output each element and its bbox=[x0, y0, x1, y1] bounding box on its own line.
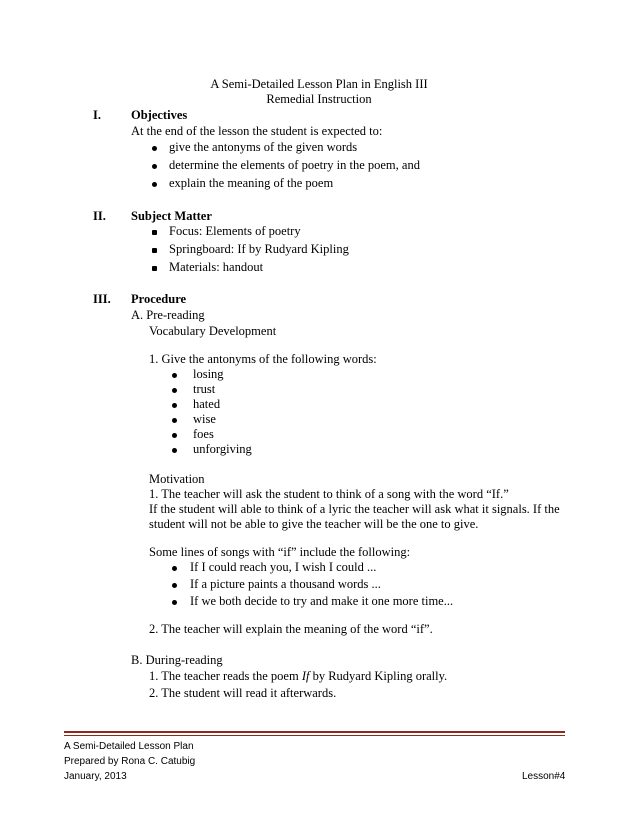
bullet-icon bbox=[172, 433, 177, 438]
bullet-icon bbox=[152, 230, 157, 235]
bullet-icon bbox=[172, 448, 177, 453]
bullet-icon bbox=[152, 248, 157, 253]
motivation-label: Motivation bbox=[149, 472, 205, 486]
bullet-icon bbox=[172, 373, 177, 378]
bullet-icon bbox=[152, 146, 157, 151]
during-reading-step-1 bbox=[149, 669, 447, 684]
bullet-icon bbox=[172, 583, 177, 588]
antonym-instruction: 1. Give the antonyms of the following words: bbox=[149, 352, 377, 366]
footer-title: A Semi-Detailed Lesson Plan bbox=[64, 741, 194, 752]
subject-matter-item: Focus: Elements of poetry bbox=[169, 224, 301, 238]
songs-intro: Some lines of songs with “if” include the following: bbox=[149, 545, 411, 559]
objective-item: determine the elements of poetry in the poem, and bbox=[169, 158, 420, 172]
motivation-text: If the student will able to think of a lyric the teacher will ask what it signals. If the bbox=[149, 502, 560, 516]
during-reading-step-2: 2. The student will read it afterwards. bbox=[149, 686, 337, 700]
vocabulary-word: unforgiving bbox=[193, 442, 252, 456]
explanation-step-2: 2. The teacher will explain the meaning of the word “if”. bbox=[149, 622, 433, 636]
vocabulary-word: foes bbox=[193, 427, 214, 441]
vocabulary-word: wise bbox=[193, 412, 216, 426]
song-line: If a picture paints a thousand words ... bbox=[190, 577, 381, 591]
motivation-text: student will not be able to give the teacher will be the one to give. bbox=[149, 517, 479, 531]
footer-author: Prepared by Rona C. Catubig bbox=[64, 756, 196, 767]
bullet-icon bbox=[152, 266, 157, 271]
objective-item: explain the meaning of the poem bbox=[169, 176, 334, 190]
bullet-icon bbox=[172, 403, 177, 408]
section-3-heading: Procedure bbox=[131, 292, 187, 306]
section-1-numeral: I. bbox=[93, 108, 101, 122]
poem-title: If bbox=[301, 669, 310, 683]
step-text: by Rudyard Kipling orally. bbox=[309, 669, 448, 683]
section-2-numeral: II. bbox=[93, 209, 106, 223]
footer-rule bbox=[64, 731, 565, 733]
document-title: A Semi-Detailed Lesson Plan in English III bbox=[210, 77, 428, 91]
bullet-icon bbox=[172, 600, 177, 605]
vocabulary-word: losing bbox=[193, 367, 224, 381]
subject-matter-item: Springboard: If by Rudyard Kipling bbox=[169, 242, 349, 256]
song-line: If we both decide to try and make it one more time... bbox=[190, 594, 454, 608]
bullet-icon bbox=[152, 164, 157, 169]
step-text: 1. The teacher reads the poem bbox=[149, 669, 302, 683]
motivation-step-1: 1. The teacher will ask the student to think of a song with the word “If.” bbox=[149, 487, 509, 501]
footer-date: January, 2013 bbox=[64, 771, 127, 782]
document-subtitle: Remedial Instruction bbox=[266, 92, 372, 106]
bullet-icon bbox=[172, 566, 177, 571]
objective-item: give the antonyms of the given words bbox=[169, 140, 358, 154]
vocabulary-word: hated bbox=[193, 397, 221, 411]
footer-rule bbox=[64, 735, 565, 736]
song-line: If I could reach you, I wish I could ... bbox=[190, 560, 377, 574]
pre-reading-label: A. Pre-reading bbox=[131, 308, 205, 322]
section-2-heading: Subject Matter bbox=[131, 209, 212, 223]
subject-matter-item: Materials: handout bbox=[169, 260, 264, 274]
section-3-numeral: III. bbox=[93, 292, 111, 306]
footer-lesson-number: Lesson#4 bbox=[522, 771, 566, 782]
bullet-icon bbox=[172, 418, 177, 423]
vocabulary-word: trust bbox=[193, 382, 216, 396]
vocabulary-development-label: Vocabulary Development bbox=[149, 324, 277, 338]
bullet-icon bbox=[172, 388, 177, 393]
section-1-heading: Objectives bbox=[131, 108, 188, 122]
during-reading-label: B. During-reading bbox=[131, 653, 223, 667]
objectives-intro: At the end of the lesson the student is expected to: bbox=[131, 124, 383, 138]
bullet-icon bbox=[152, 182, 157, 187]
